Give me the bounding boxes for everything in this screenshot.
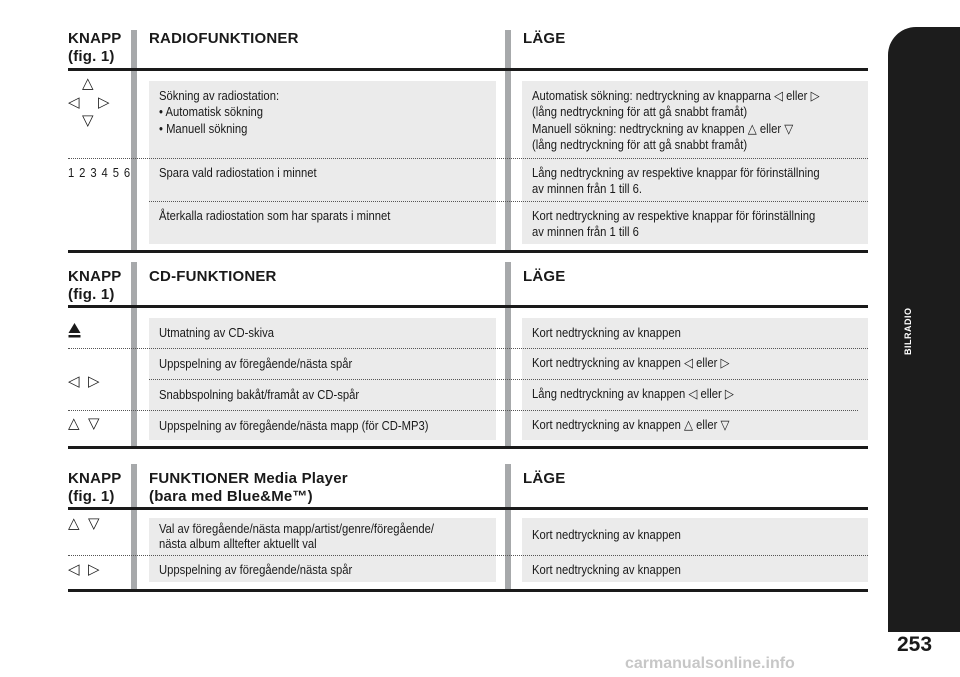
up-arrow-icon: △ xyxy=(68,514,80,532)
media-subtitle: (bara med Blue&Me™) xyxy=(149,488,313,505)
footer-watermark: carmanualsonline.info xyxy=(625,655,795,672)
radio-row2-mode-line2: av minnen från 1 till 6. xyxy=(532,182,643,196)
chapter-tab xyxy=(888,27,960,632)
section-rule xyxy=(68,589,868,592)
radio-row1-line2: • Automatisk sökning xyxy=(159,105,263,119)
up-arrow-icon: △ xyxy=(683,418,693,433)
left-arrow-icon: ◁ xyxy=(774,89,784,104)
right-arrow-icon: ▷ xyxy=(88,372,100,390)
eject-icon xyxy=(68,322,81,338)
media-row2-function: Uppspelning av föregående/nästa spår xyxy=(159,563,353,577)
chapter-tab-label: BILRADIO xyxy=(903,307,913,355)
radio-knapp-header: KNAPP xyxy=(68,30,122,47)
radio-row1-line1: Sökning av radiostation: xyxy=(159,89,280,103)
media-row1-mode: Kort nedtryckning av knappen xyxy=(532,528,681,542)
media-fig-ref: (fig. 1) xyxy=(68,488,115,505)
page-number: 253 xyxy=(897,633,933,656)
row-separator xyxy=(149,201,868,202)
radio-row1-mode-line4: (lång nedtryckning för att gå snabbt framåt) xyxy=(532,138,748,152)
down-arrow-icon: ▽ xyxy=(88,414,100,432)
left-arrow-icon: ◁ xyxy=(683,356,693,371)
cd-title: CD-FUNKTIONER xyxy=(149,268,277,285)
right-arrow-icon: ▷ xyxy=(810,89,820,104)
column-divider xyxy=(131,464,137,592)
column-divider xyxy=(131,262,137,447)
section-rule xyxy=(68,446,868,449)
radio-row1-mode-line1: Automatisk sökning: nedtryckning av knapparna ◁ eller ▷ xyxy=(532,89,820,104)
header-rule xyxy=(68,68,868,71)
row-separator xyxy=(149,379,868,380)
cd-row4-mode: Kort nedtryckning av knappen △ eller ▽ xyxy=(532,418,730,433)
row-separator xyxy=(68,348,868,349)
left-arrow-icon: ◁ xyxy=(68,372,80,390)
column-divider xyxy=(505,30,511,250)
radio-row3-mode-line1: Kort nedtryckning av respektive knappar för förinställning xyxy=(532,209,816,223)
cd-row1-function: Utmatning av CD-skiva xyxy=(159,326,275,340)
radio-fig-ref: (fig. 1) xyxy=(68,48,115,65)
radio-row2-mode-line1: Lång nedtryckning av respektive knappar för förinställning xyxy=(532,166,820,180)
header-rule xyxy=(68,305,868,308)
cd-row1-mode: Kort nedtryckning av knappen xyxy=(532,326,681,340)
cd-row3-mode: Lång nedtryckning av knappen ◁ eller ▷ xyxy=(532,387,734,402)
radio-lage-header: LÄGE xyxy=(523,30,566,47)
up-arrow-icon: △ xyxy=(68,414,80,432)
down-arrow-icon: ▽ xyxy=(82,111,94,129)
media-title: FUNKTIONER Media Player xyxy=(149,470,348,487)
left-arrow-icon: ◁ xyxy=(68,93,80,111)
radio-row1-mode-line3: Manuell sökning: nedtryckning av knappen △ eller ▽ xyxy=(532,122,794,137)
media-lage-header: LÄGE xyxy=(523,470,566,487)
radio-row1-mode-line2: (lång nedtryckning för att gå snabbt framåt) xyxy=(532,105,748,119)
down-arrow-icon: ▽ xyxy=(784,122,794,137)
media-knapp-header: KNAPP xyxy=(68,470,122,487)
radio-title: RADIOFUNKTIONER xyxy=(149,30,299,47)
section-rule xyxy=(68,250,868,253)
column-divider xyxy=(505,262,511,447)
cd-fig-ref: (fig. 1) xyxy=(68,286,115,303)
media-row1-function-line1: Val av föregående/nästa mapp/artist/genre/föregående/ xyxy=(159,522,434,536)
radio-row3-function: Återkalla radiostation som har sparats i minnet xyxy=(159,209,391,223)
cd-lage-header: LÄGE xyxy=(523,268,566,285)
radio-row1-line3: • Manuell sökning xyxy=(159,122,248,136)
row-separator xyxy=(68,555,868,556)
row-separator xyxy=(68,410,858,411)
cd-row2-function: Uppspelning av föregående/nästa spår xyxy=(159,357,353,371)
cd-row2-mode: Kort nedtryckning av knappen ◁ eller ▷ xyxy=(532,356,730,371)
preset-buttons-label: 1 2 3 4 5 6 xyxy=(68,166,132,180)
cd-row3-function: Snabbspolning bakåt/framåt av CD-spår xyxy=(159,388,360,402)
up-arrow-icon: △ xyxy=(82,74,94,92)
left-arrow-icon: ◁ xyxy=(68,560,80,578)
right-arrow-icon: ▷ xyxy=(720,356,730,371)
right-arrow-icon: ▷ xyxy=(98,93,110,111)
up-arrow-icon: △ xyxy=(747,122,757,137)
header-rule xyxy=(68,507,868,510)
radio-row2-function: Spara vald radiostation i minnet xyxy=(159,166,317,180)
cd-knapp-header: KNAPP xyxy=(68,268,122,285)
right-arrow-icon: ▷ xyxy=(724,387,734,402)
media-row2-mode: Kort nedtryckning av knappen xyxy=(532,563,681,577)
right-arrow-icon: ▷ xyxy=(88,560,100,578)
down-arrow-icon: ▽ xyxy=(720,418,730,433)
column-divider xyxy=(505,464,511,592)
row-separator xyxy=(68,158,868,159)
cd-row4-function: Uppspelning av föregående/nästa mapp (för CD-MP3) xyxy=(159,419,429,433)
down-arrow-icon: ▽ xyxy=(88,514,100,532)
left-arrow-icon: ◁ xyxy=(688,387,698,402)
radio-row3-mode-line2: av minnen från 1 till 6 xyxy=(532,225,639,239)
media-row1-function-line2: nästa album alltefter aktuellt val xyxy=(159,537,317,551)
column-divider xyxy=(131,30,137,250)
